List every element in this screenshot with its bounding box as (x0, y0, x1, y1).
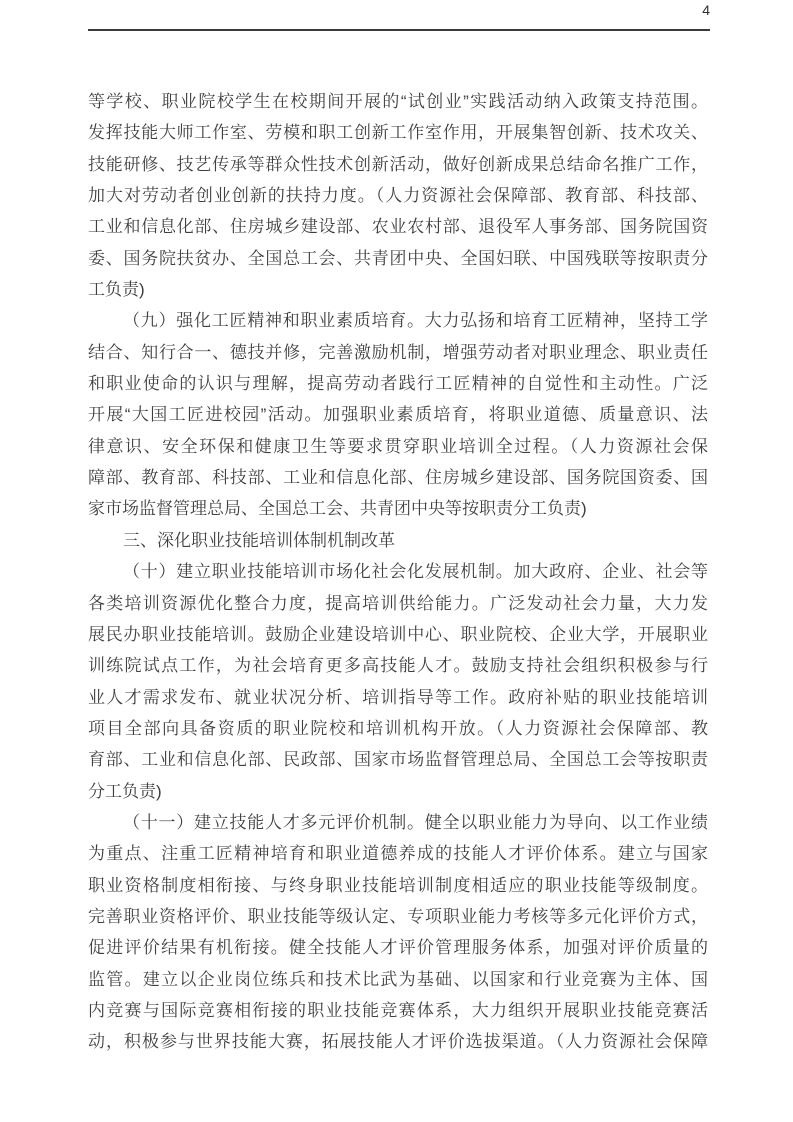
page-number: 4 (702, 2, 710, 18)
text-line: 完善职业资格评价、职业技能等级认定、专项职业能力考核等多元化评价方式， (88, 906, 708, 926)
text-line: 委、国务院扶贫办、全国总工会、共青团中央、全国妇联、中国残联等按职责分 (88, 248, 708, 268)
text-line: 发挥技能大师工作室、劳模和职工创新工作室作用，开展集智创新、技术攻关、 (88, 123, 708, 143)
text-line: （十一）建立技能人才多元评价机制。健全以职业能力为导向、以工作业绩 (123, 812, 708, 832)
text-line: 和职业使命的认识与理解，提高劳动者践行工匠精神的自觉性和主动性。广泛 (88, 374, 708, 394)
text-line: 开展“大国工匠进校园”活动。加强职业素质培育，将职业道德、质量意识、法 (88, 405, 708, 425)
text-line: 结合、知行合一、德技并修，完善激励机制，增强劳动者对职业理念、职业责任 (88, 342, 708, 362)
text-line: 工业和信息化部、住房城乡建设部、农业农村部、退役军人事务部、国务院国资 (88, 217, 708, 237)
text-line: 等学校、职业院校学生在校期间开展的“试创业”实践活动纳入政策支持范围。 (88, 92, 708, 111)
text-line: 展民办职业技能培训。鼓励企业建设培训中心、职业院校、企业大学，开展职业 (88, 624, 708, 644)
text-line: 育部、工业和信息化部、民政部、国家市场监督管理总局、全国总工会等按职责 (88, 750, 708, 770)
text-line: （十）建立职业技能培训市场化社会化发展机制。加大政府、企业、社会等 (123, 562, 708, 582)
text-line: 三、深化职业技能培训体制机制改革 (123, 530, 395, 550)
text-line: 职业资格制度相衔接、与终身职业技能培训制度相适应的职业技能等级制度。 (88, 875, 708, 895)
text-line: 内竞赛与国际竞赛相衔接的职业技能竞赛体系，大力组织开展职业技能竞赛活 (88, 1000, 708, 1020)
text-line: 为重点、注重工匠精神培育和职业道德养成的技能人才评价体系。建立与国家 (88, 844, 708, 864)
text-line: 动，积极参与世界技能大赛，拓展技能人才评价选拔渠道。（人力资源社会保障 (88, 1032, 708, 1052)
header-rule (88, 29, 710, 31)
text-line: 加大对劳动者创业创新的扶持力度。（人力资源社会保障部、教育部、科技部、 (88, 186, 708, 206)
text-line: 业人才需求发布、就业状况分析、培训指导等工作。政府补贴的职业技能培训 (88, 687, 708, 707)
text-line: 监管。建立以企业岗位练兵和技术比武为基础、以国家和行业竞赛为主体、国 (88, 969, 708, 989)
text-line: 障部、教育部、科技部、工业和信息化部、住房城乡建设部、国务院国资委、国 (88, 468, 708, 488)
text-line: 训练院试点工作，为社会培育更多高技能人才。鼓励支持社会组织积极参与行 (88, 656, 708, 676)
document-body (88, 86, 708, 1058)
text-line: 技能研修、技艺传承等群众性技术创新活动，做好创新成果总结命名推广工作， (88, 154, 708, 174)
text-line: 各类培训资源优化整合力度，提高培训供给能力。广泛发动社会力量，大力发 (88, 593, 708, 613)
text-line: 家市场监督管理总局、全国总工会、共青团中央等按职责分工负责) (88, 499, 587, 519)
text-line: 项目全部向具备资质的职业院校和培训机构开放。（人力资源社会保障部、教 (88, 718, 708, 738)
text-line: 工负责) (88, 280, 145, 300)
text-line: 促进评价结果有机衔接。健全技能人才评价管理服务体系，加强对评价质量的 (88, 938, 708, 958)
text-line: （九）强化工匠精神和职业素质培育。大力弘扬和培育工匠精神，坚持工学 (123, 311, 708, 331)
text-line: 律意识、安全环保和健康卫生等要求贯穿职业培训全过程。（人力资源社会保 (88, 436, 708, 456)
text-line: 分工负责) (88, 781, 162, 801)
